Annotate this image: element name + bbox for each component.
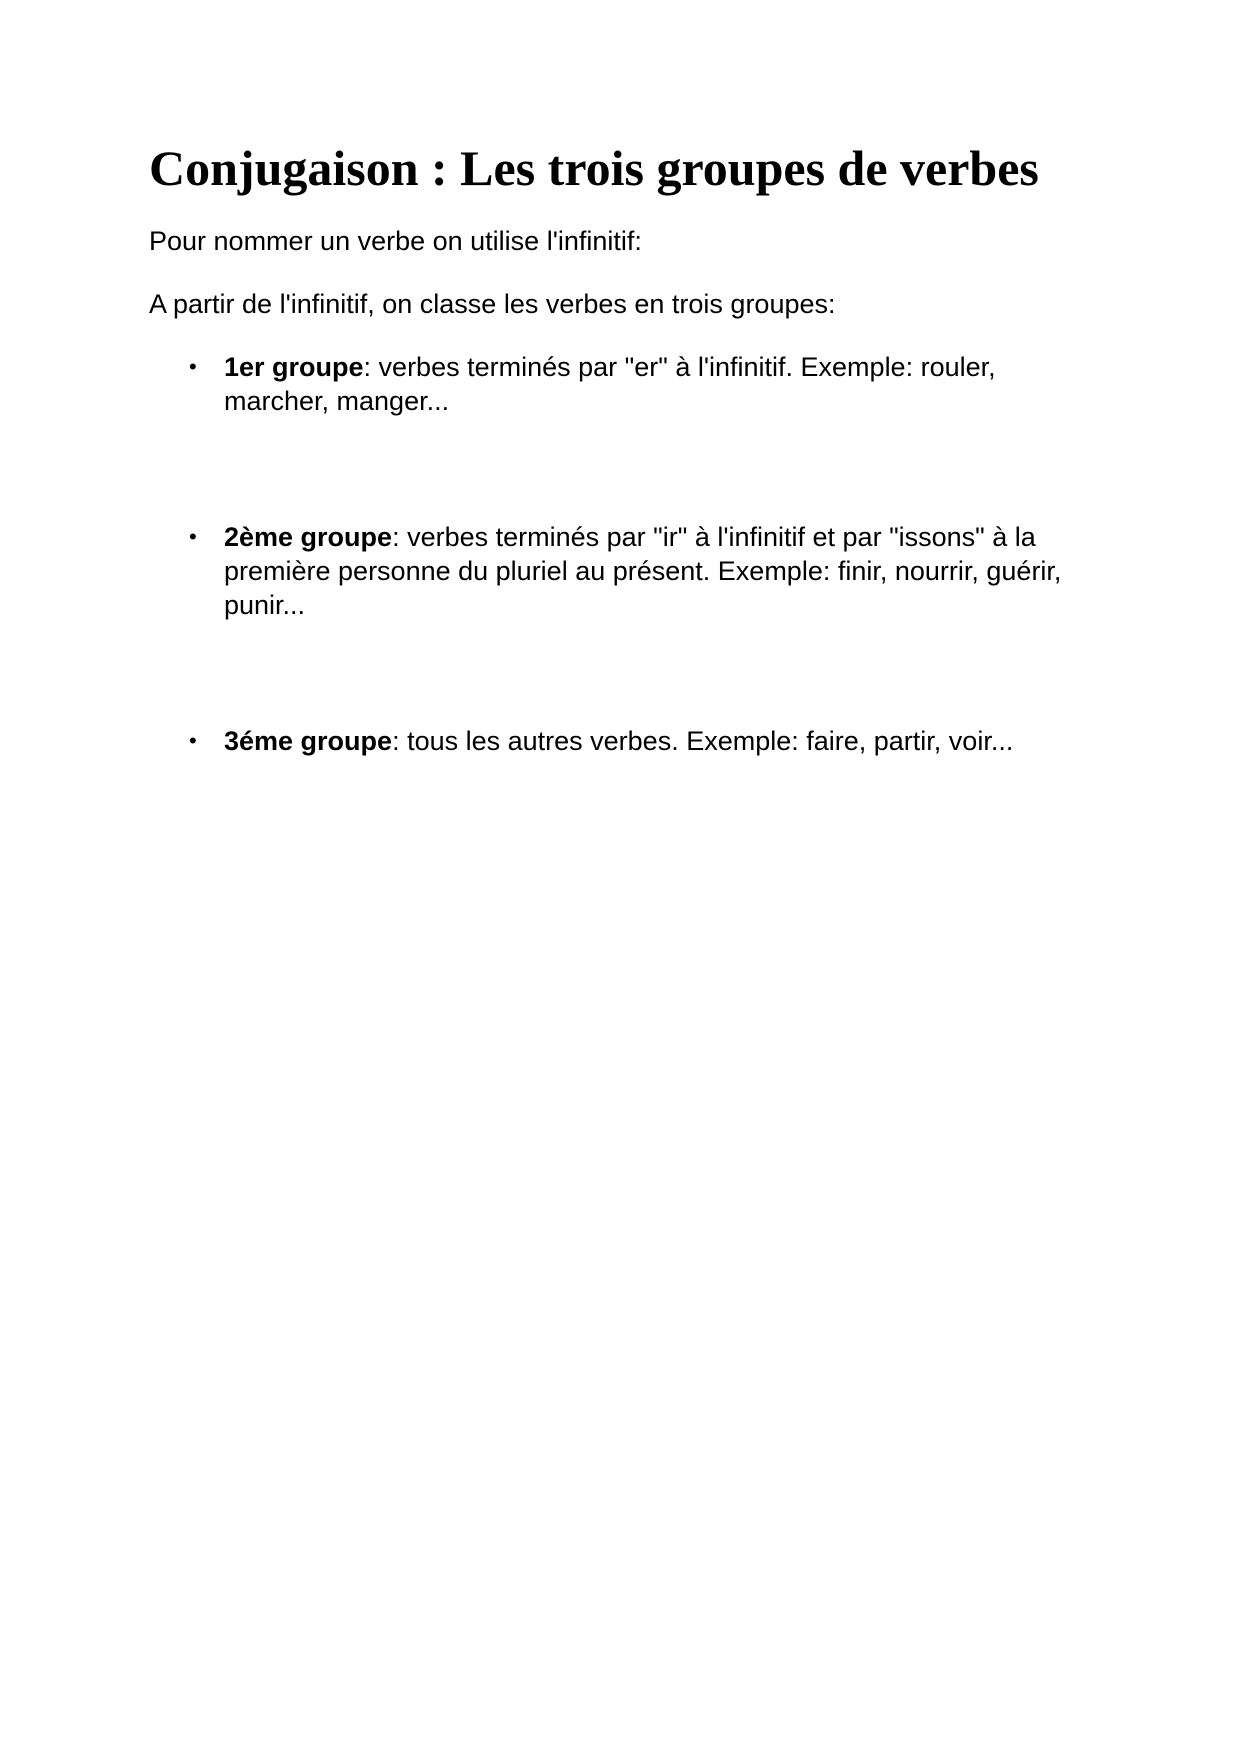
bullet-icon: • [189,523,197,549]
page-title: Conjugaison : Les trois groupes de verbes [149,140,1039,196]
document-page [149,140,1099,758]
bullet-icon: • [189,353,197,379]
group-description: : verbes terminés par "er" à l'infinitif. Exemple: rouler, marcher, manger... [224,351,996,416]
groups-list [149,350,1099,758]
group-term: 1er groupe [224,351,364,382]
lead-paragraph: A partir de l'infinitif, on classe les verbes en trois groupes: [149,288,836,319]
list-item-group-1 [149,350,1099,418]
list-item-group-3 [149,724,1099,758]
list-item-group-2 [149,520,1099,622]
group-description: : tous les autres verbes. Exemple: faire, partir, voir... [392,725,1014,756]
bullet-icon: • [189,727,197,753]
intro-paragraph: Pour nommer un verbe on utilise l'infinitif: [149,225,642,256]
group-description: : verbes terminés par "ir" à l'infinitif et par "issons" à la première personne du pluriel au présent. Exemple: finir, nourrir, guérir, punir... [224,521,1062,620]
group-term: 2ème groupe [224,521,393,552]
group-term: 3éme groupe [224,725,393,756]
